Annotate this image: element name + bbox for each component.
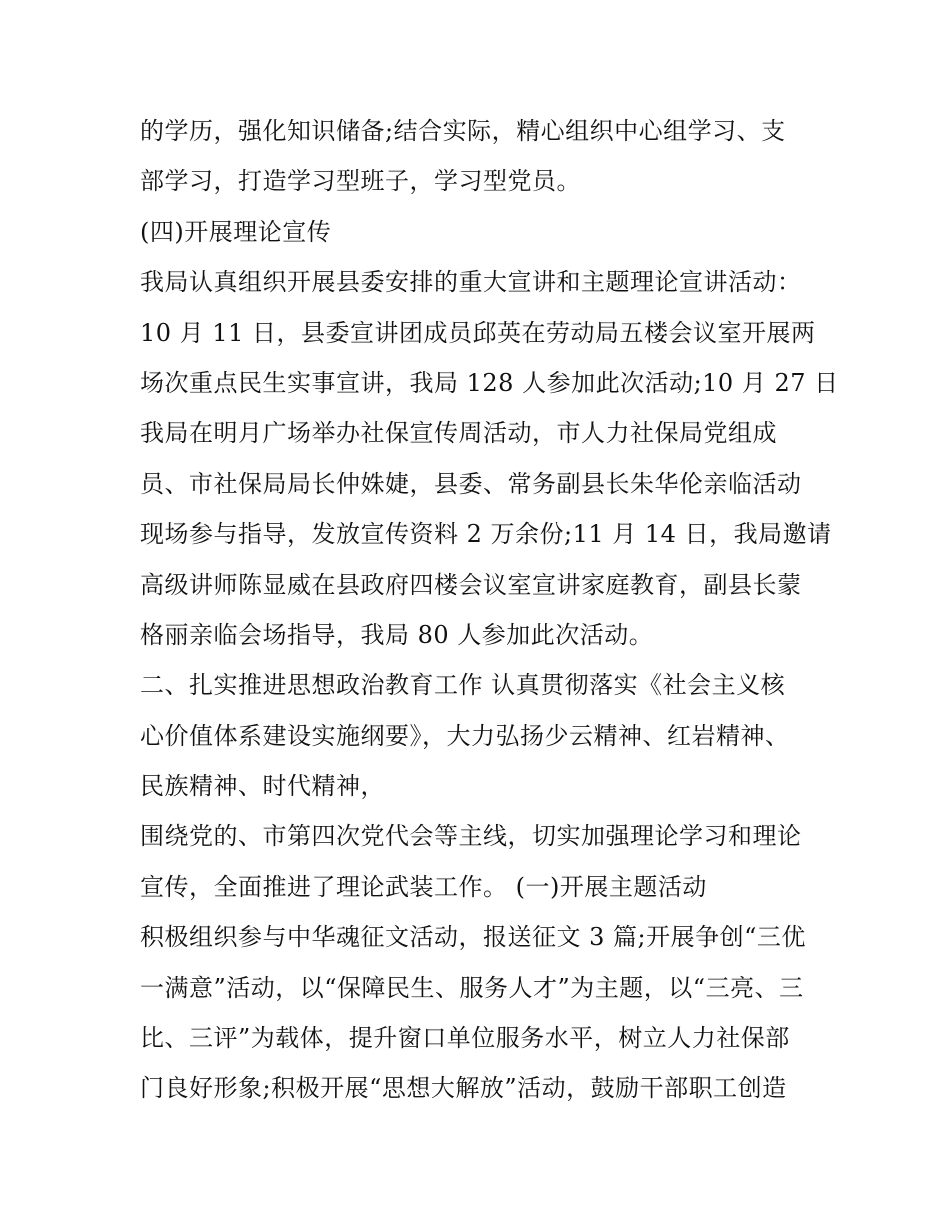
text-line: 一满意”活动，以“保障民生、服务人才”为主题，以“三亮、三: [140, 973, 804, 1002]
text-line: 格丽亲临会场指导，我局 80 人参加此次活动。: [140, 620, 654, 649]
section-heading: (四)开展理论宣传: [140, 217, 332, 246]
text-line: 10 月 11 日，县委宣讲团成员邱英在劳动局五楼会议室开展两: [140, 318, 816, 347]
text-line: 高级讲师陈显威在县政府四楼会议室宣讲家庭教育，副县长蒙: [140, 570, 802, 599]
text-line: 宣传，全面推进了理论武装工作。 (一)开展主题活动: [140, 872, 707, 901]
text-line: 积极组织参与中华魂征文活动，报送征文 3 篇;开展争创“三优: [140, 923, 806, 952]
text-line: 门良好形象;积极开展“思想大解放”活动，鼓励干部职工创造: [140, 1074, 787, 1103]
document-body: [140, 106, 840, 1114]
text-line: 场次重点民生实事宣讲，我局 128 人参加此次活动;10 月 27 日: [140, 368, 839, 397]
text-line: 心价值体系建设实施纲要》，大力弘扬少云精神、红岩精神、: [140, 721, 790, 750]
text-line: 围绕党的、市第四次党代会等主线，切实加强理论学习和理论: [140, 822, 802, 851]
text-line: 我局在明月广场举办社保宣传周活动，市人力社保局党组成: [140, 419, 777, 448]
text-line: 民族精神、时代精神，: [140, 772, 385, 801]
text-line: 现场参与指导，发放宣传资料 2 万余份;11 月 14 日，我局邀请: [140, 520, 832, 549]
section-heading: 二、扎实推进思想政治教育工作 认真贯彻落实《社会主义核: [140, 671, 786, 700]
text-line: 我局认真组织开展县委安排的重大宣讲和主题理论宣讲活动：: [140, 268, 802, 297]
text-line: 员、市社保局局长仲姝婕，县委、常务副县长朱华伦亲临活动: [140, 469, 802, 498]
text-line: 的学历，强化知识储备;结合实际，精心组织中心组学习、支: [140, 117, 786, 145]
text-line: 比、三评”为载体，提升窗口单位服务水平，树立人力社保部: [140, 1024, 790, 1053]
text-line: 部学习，打造学习型班子，学习型党员。: [140, 167, 581, 196]
